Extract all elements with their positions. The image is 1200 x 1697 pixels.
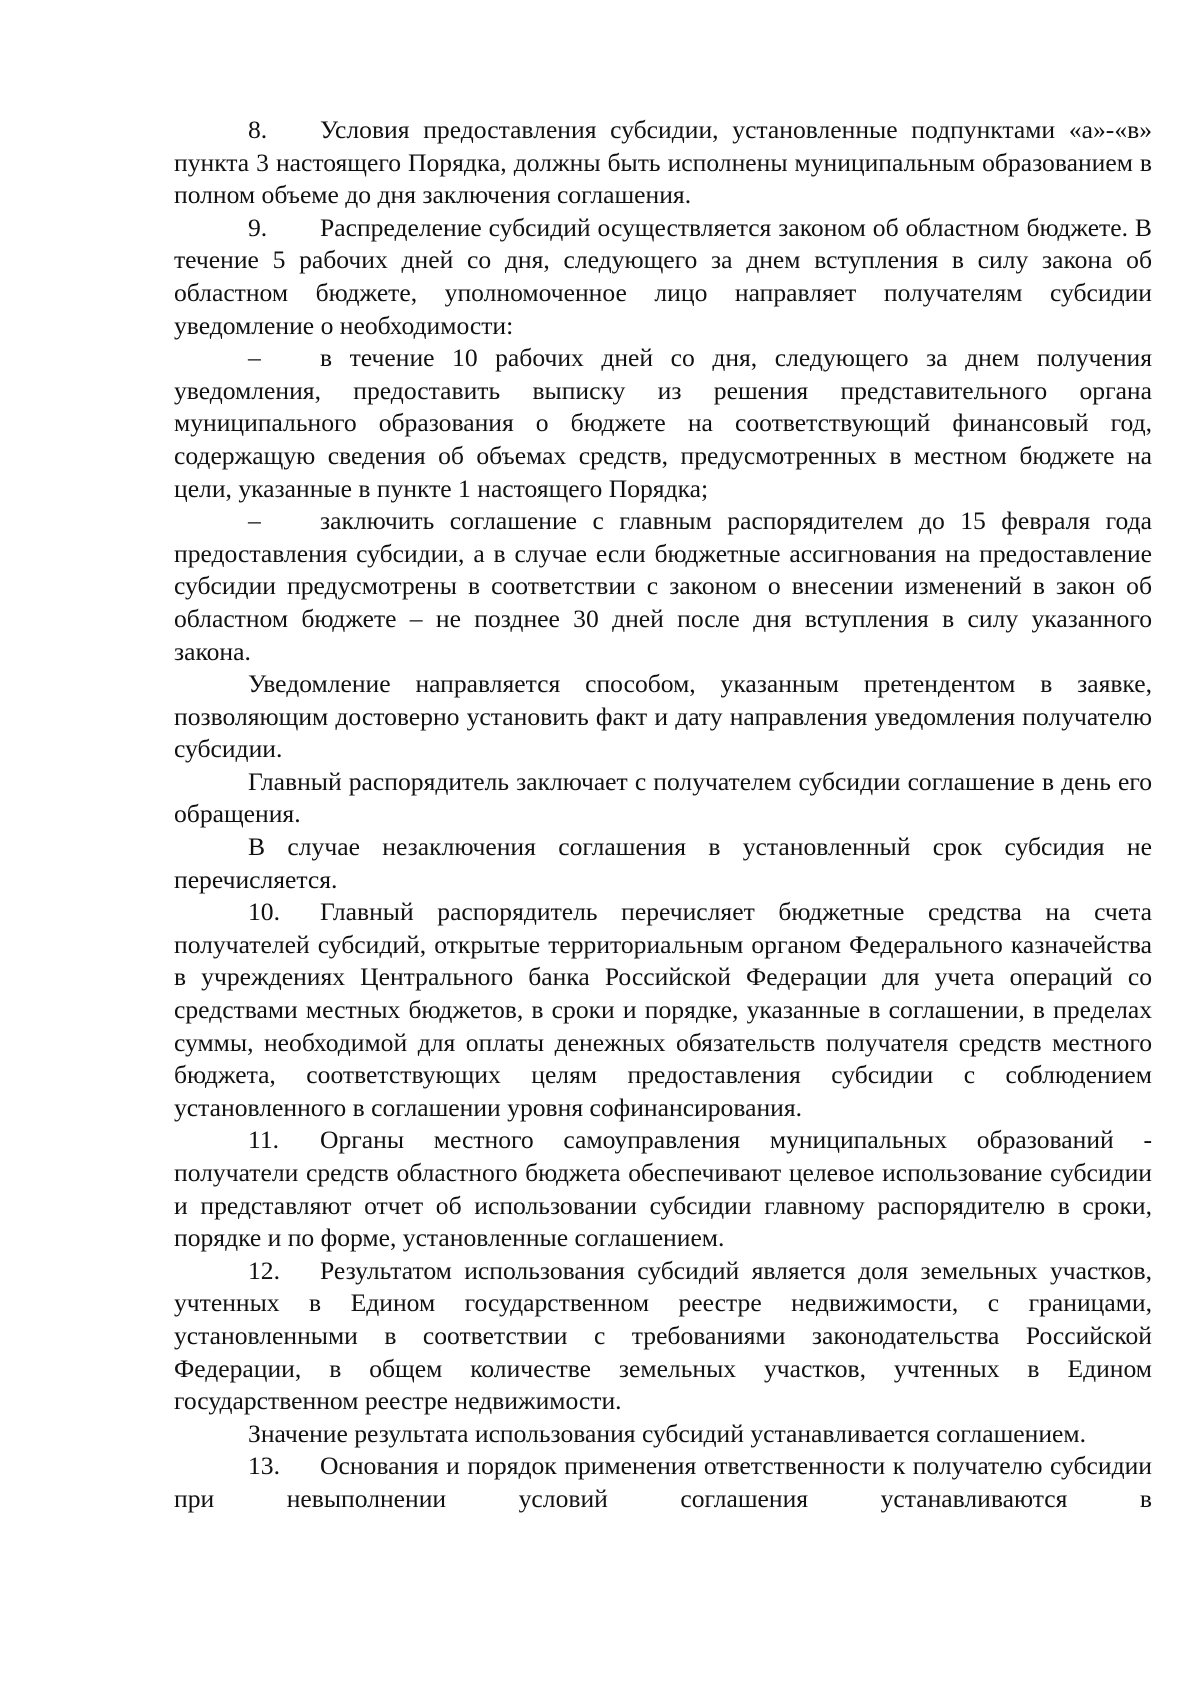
paragraph-text: Главный распорядитель заключает с получателем субсидии соглашение в день его обращения. (174, 766, 1152, 829)
paragraph-9 (174, 212, 1152, 342)
paragraph-text: Распределение субсидий осуществляется законом об областном бюджете. В течение 5 рабочих дней со дня, следующего за днем вступления в силу закона об областном бюджете, уполномоченное лицо направляет получателям субсидии уведомление о необходимости: (174, 212, 1152, 340)
list-item-text: заключить соглашение с главным распорядителем до 15 февраля года предоставления субсидии, а в случае если бюджетные ассигнования на предоставление субсидии предусмотрены в соответствии с законом о внесении изменений в закон об областном бюджете – не позднее 30 дней после дня вступления в силу указанного закона. (174, 506, 1152, 666)
paragraph-text: Основания и порядок применения ответственности к получателю субсидии при невыполнении условий соглашения устанавливаются в (174, 1451, 1152, 1513)
dash-marker: – (248, 343, 261, 373)
list-item-dash (174, 342, 1152, 505)
paragraph-12 (174, 1255, 1152, 1418)
paragraph-number: 9. (248, 212, 268, 242)
document-page (174, 114, 1152, 1516)
paragraph-text: Главный распорядитель перечисляет бюджетные средства на счета получателей субсидий, открытые территориальным органом Федерального казначейства в учреждениях Центрального банка Российской Федерации для учета операций со средствами местных бюджетов, в сроки и порядке, указанные в соглашении, в пределах суммы, необходимой для оплаты денежных обязательств получателя средств местного бюджета, соответствующих целям предоставления субсидии с соблюдением установленного в соглашении уровня софинансирования. (174, 897, 1152, 1122)
paragraph-number: 13. (248, 1451, 280, 1481)
paragraph-8 (174, 114, 1152, 212)
paragraph-number: 8. (248, 115, 268, 144)
paragraph-10 (174, 896, 1152, 1124)
paragraph-non-conclusion (174, 831, 1152, 896)
dash-marker: – (248, 506, 261, 536)
paragraph-text: В случае незаключения соглашения в установленный срок субсидия не перечисляется. (174, 832, 1152, 894)
paragraph-text: Результатом использования субсидий является доля земельных участков, учтенных в Едином государственном реестре недвижимости, с границами, установленными в соответствии с требованиями законодательства Российской Федерации, в общем количестве земельных участков, учтенных в Едином государственном реестре недвижимости. (174, 1255, 1152, 1416)
paragraph-text: Уведомление направляется способом, указанным претендентом в заявке, позволяющим достоверно установить факт и дату направления уведомления получателю субсидии. (174, 669, 1152, 764)
paragraph-notification (174, 668, 1152, 766)
paragraph-result-value (174, 1418, 1152, 1451)
paragraph-number: 11. (248, 1125, 280, 1155)
paragraph-text: Органы местного самоуправления муниципальных образований - получатели средств областного бюджета обеспечивают целевое использование субсидии и представляют отчет об использовании субсидии главному распорядителю в сроки, порядке и по форме, установленные соглашением. (174, 1125, 1152, 1253)
paragraph-text: Значение результата использования субсидий устанавливается соглашением. (248, 1418, 1087, 1448)
paragraph-11 (174, 1124, 1152, 1254)
list-item-text: в течение 10 рабочих дней со дня, следующего за днем получения уведомления, предоставить выписку из решения представительного органа муниципального образования о бюджете на соответствующий финансовый год, содержащую сведения об объемах средств, предусмотренных в местном бюджете на цели, указанные в пункте 1 настоящего Порядка; (174, 343, 1152, 503)
list-item-dash (174, 505, 1152, 668)
paragraph-13 (174, 1450, 1152, 1515)
paragraph-text: Условия предоставления субсидии, установленные подпунктами «а»-«в» пункта 3 настоящего Порядка, должны быть исполнены муниципальным образованием в полном объеме до дня заключения соглашения. (174, 115, 1152, 210)
paragraph-number: 12. (248, 1255, 280, 1285)
paragraph-number: 10. (248, 897, 280, 927)
paragraph-agreement (174, 766, 1152, 831)
